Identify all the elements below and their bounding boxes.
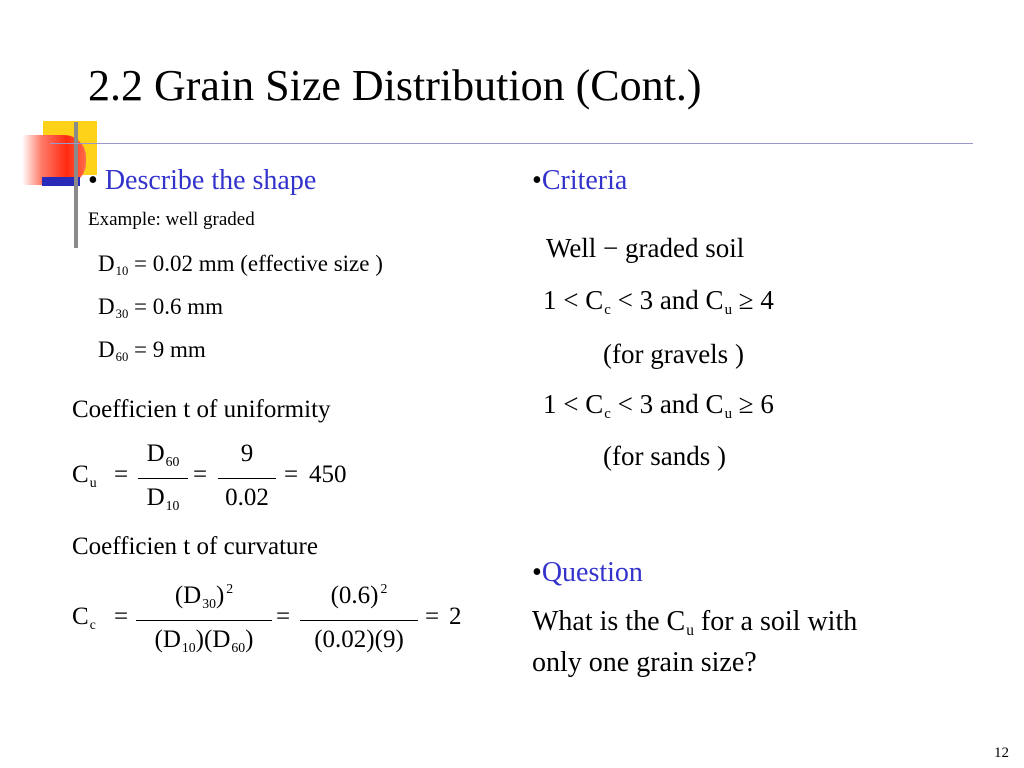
d60-line	[98, 337, 206, 363]
paren-d: (D	[174, 582, 202, 609]
well-graded-label: Well − graded soil	[546, 233, 745, 263]
cond-part: 1 < C	[543, 389, 604, 419]
cu-subscript: u	[686, 622, 694, 640]
cc-fraction-1	[136, 582, 272, 666]
title-underline	[50, 143, 973, 144]
question-line-2: only one grain size?	[532, 647, 757, 678]
cond-part: ≥ 4	[738, 285, 774, 315]
sand-condition	[543, 389, 774, 423]
cu-result: 450	[309, 461, 347, 488]
d-symbol: D	[146, 440, 165, 467]
fraction-bar	[138, 478, 188, 479]
gravel-note: (for gravels )	[603, 339, 744, 369]
bullet-dot: •	[532, 557, 542, 588]
d10-value: = 0.02 mm (effective size )	[134, 251, 383, 276]
d30-line	[98, 294, 223, 320]
paren-value: (0.6)	[330, 582, 379, 609]
cu-numerator-2: 9	[240, 440, 254, 467]
cc-eq3: =	[425, 603, 440, 630]
paren-d: (D	[154, 626, 181, 653]
d-subscript: 60	[115, 350, 129, 365]
cc-numerator-2	[300, 582, 418, 610]
exponent: 2	[380, 580, 388, 596]
c-symbol: C	[72, 461, 89, 488]
question-heading-line	[532, 557, 643, 589]
fraction-bar	[218, 478, 276, 479]
question-text: for a soil with	[693, 606, 858, 637]
criteria-heading-line	[532, 165, 627, 197]
d-symbol: D	[98, 294, 115, 319]
cu-fraction-1	[138, 440, 188, 524]
cc-denominator-1	[136, 626, 272, 654]
curvature-label: Coefficien t of curvature	[72, 533, 318, 560]
decor-vertical-line	[74, 122, 78, 248]
d-symbol: D	[146, 484, 165, 511]
cu-numerator-1	[138, 440, 188, 468]
cc-fraction-2	[300, 582, 418, 666]
close-paren: )	[215, 582, 225, 609]
example-label: Example: well graded	[88, 209, 255, 230]
cond-part: 1 < C	[543, 285, 604, 315]
cc-denominator-2: (0.02)(9)	[314, 626, 404, 653]
gravel-condition	[543, 285, 774, 319]
d-subscript: 60	[231, 639, 246, 655]
exponent: 2	[226, 580, 234, 596]
d-subscript: 60	[165, 453, 180, 469]
fraction-bar	[300, 620, 418, 621]
d-subscript: 10	[181, 639, 196, 655]
d60-value: = 9 mm	[134, 337, 206, 362]
c-subscript: c	[604, 406, 611, 423]
cc-lhs	[72, 603, 96, 631]
c-symbol: C	[72, 603, 89, 630]
bullet-dot: •	[532, 165, 542, 196]
d-subscript: 10	[165, 497, 180, 513]
question-heading: Question	[541, 557, 643, 588]
bullet-dot: •	[88, 165, 98, 196]
c-subscript: u	[724, 302, 732, 319]
c-subscript: c	[89, 616, 96, 632]
sand-note: (for sands )	[603, 441, 726, 471]
d10-line	[98, 251, 383, 277]
cond-part: ≥ 6	[738, 389, 774, 419]
cond-part: < 3 and C	[617, 389, 724, 419]
describe-heading: Describe the shape	[104, 165, 317, 196]
question-line-1	[532, 606, 857, 638]
d-symbol: D	[98, 251, 115, 276]
uniformity-label: Coefficien t of uniformity	[72, 396, 331, 423]
d-subscript: 30	[202, 595, 216, 611]
cond-part: < 3 and C	[617, 285, 724, 315]
cc-eq1: =	[114, 603, 129, 630]
cc-eq2: =	[276, 603, 291, 630]
c-subscript: u	[89, 474, 97, 490]
cu-eq3: =	[284, 461, 299, 488]
cu-eq1: =	[114, 461, 129, 488]
d-symbol: D	[98, 337, 115, 362]
cc-result: 2	[449, 603, 462, 630]
c-subscript: u	[724, 406, 732, 423]
d30-value: = 0.6 mm	[134, 294, 224, 319]
close-paren: )	[245, 626, 254, 653]
question-text: What is the C	[532, 606, 686, 637]
cu-eq2: =	[193, 461, 208, 488]
criteria-heading: Criteria	[541, 165, 628, 196]
slide-title: 2.2 Grain Size Distribution (Cont.)	[88, 61, 702, 110]
left-bullet-heading	[88, 165, 316, 197]
cc-numerator-1	[136, 582, 272, 610]
cu-denominator-2: 0.02	[225, 484, 269, 511]
cu-fraction-2	[218, 440, 276, 524]
d-subscript: 10	[115, 264, 129, 279]
d-subscript: 30	[115, 307, 129, 322]
cu-denominator-1	[138, 484, 188, 512]
page-number: 12	[994, 745, 1009, 761]
fraction-bar	[136, 620, 272, 621]
paren-d: )(D	[195, 626, 231, 653]
cu-lhs	[72, 461, 97, 489]
c-subscript: c	[604, 302, 611, 319]
